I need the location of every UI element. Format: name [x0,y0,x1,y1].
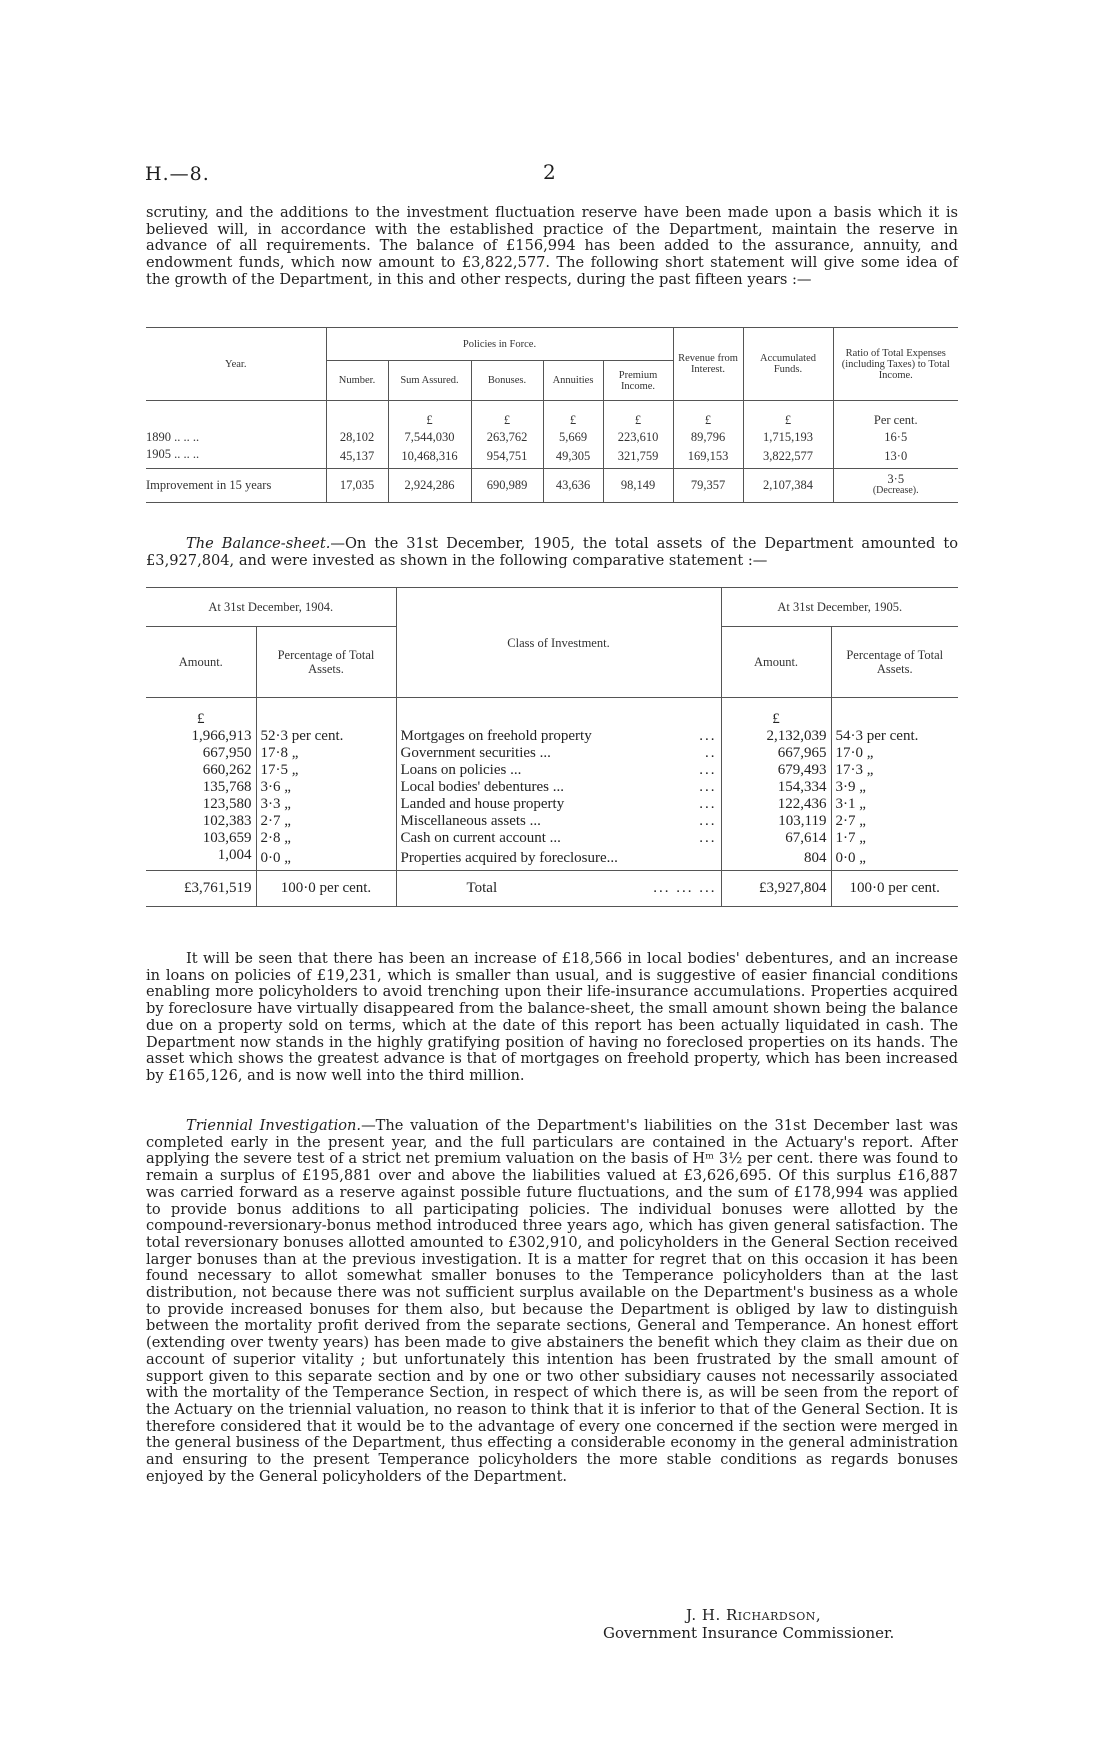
cell-funds: 3,822,577 [743,446,833,469]
col-amount-1905: Amount. [721,627,831,698]
col-1904: At 31st December, 1904. [146,588,396,627]
class-label: Loans on policies ... [400,761,522,778]
leader-dots: .. [705,744,717,761]
cell-percentage-1904: 2·8 „ [256,830,396,847]
intro-text: scrutiny, and the additions to the investment fluctuation reserve have been made upon a basis which it is believed will, in accordance with the established practice of the Department, maintain the reserve in advance of all requirements. The balance of £156,994 has been added to the assurance, annuity, and endowment funds, which now amount to £3,822,577. The following short statement will give some idea of the growth of the Department, in this and other respects, during the past fifteen years :— [146,204,958,288]
cell-amount-1905: 679,493 [721,762,831,779]
table-row [146,446,958,469]
cell-amount-1905: 122,436 [721,796,831,813]
col-accumulated: Accumulated Funds. [743,328,833,401]
unit-pound: £ [388,401,471,429]
cell-revenue: 79,357 [673,468,743,502]
cell-percentage-1905: 3·1 „ [831,796,958,813]
cell-amount-1905: 67,614 [721,830,831,847]
triennial-heading: Triennial Investigation. [186,1117,362,1134]
col-amount-1904: Amount. [178,655,223,669]
balance-heading: The Balance-sheet. [186,535,331,552]
total-amount-1904: £3,761,519 [184,879,252,896]
increase-text: It will be seen that there has been an increase of £18,566 in local bodies' debentures, and an increase in loans on policies of £19,231, which is smaller than usual, and is suggestive of easier financial conditions enabling more policyholders to avoid trenching upon their life-insurance accumulations. Properties acquired by foreclosure have virtually disappeared from the balance-sheet, the small amount shown being the balance due on a property sold on terms, which at the date of this report has been actually liquidated in cash. The Department now stands in the highly gratifying position of having no foreclosed properties on its hands. The asset which shows the greatest advance is that of mortgages on freehold property, which has been increased by £165,126, and is now well into the third million. [146,950,958,1084]
cell-class [396,762,721,779]
cell-ratio: 16·5 [833,429,958,446]
balance-intro-paragraph [146,536,958,569]
table-row [146,847,958,871]
cell-class [396,779,721,796]
cell-percentage-1904: 17·8 „ [256,745,396,762]
col-bonuses: Bonuses. [471,361,543,401]
cell-percentage-1904: 3·6 „ [256,779,396,796]
class-label: Landed and house property [400,795,565,812]
cell-percentage-1905: 2·7 „ [831,813,958,830]
leader-dots: ... [699,761,717,778]
balance-table [146,587,958,907]
cell-amount-1904: 135,768 [202,778,252,795]
cell-class [396,728,721,745]
growth-table [146,327,958,503]
ratio-value: 3·5 [887,472,905,486]
signature-title: Government Insurance Commissioner. [603,1624,895,1642]
row-year: 1890 .. .. .. [146,429,200,444]
total-label-cell [396,870,721,906]
table-row [146,429,958,446]
cell-class [396,745,721,762]
table-row [146,762,958,779]
improvement-label: Improvement in 15 years [146,477,272,492]
unit-pound: £ [721,698,831,728]
col-percentage-1905: Percentage of Total Assets. [831,627,958,698]
triennial-paragraph [146,1118,958,1485]
leader-dots: ... [699,812,717,829]
cell-amount-1904: 1,966,913 [191,727,252,744]
cell-percentage-1904: 52·3 per cent. [256,728,396,745]
col-ratio: Ratio of Total Expenses (including Taxes) to Total Income. [833,328,958,401]
cell-percentage-1904: 2·7 „ [256,813,396,830]
cell-amount-1904: 103,659 [202,829,252,846]
col-year: Year. [225,358,247,370]
unit-pound: £ [543,401,603,429]
total-row [146,870,958,906]
improvement-row [146,468,958,502]
cell-percentage-1905: 3·9 „ [831,779,958,796]
cell-percentage-1904: 3·3 „ [256,796,396,813]
cell-annuities: 5,669 [543,429,603,446]
cell-amount-1904: 123,580 [202,795,252,812]
cell-bonuses: 954,751 [471,446,543,469]
increase-paragraph [146,951,958,1085]
cell-amount-1904: 667,950 [202,744,252,761]
col-sum-assured: Sum Assured. [388,361,471,401]
cell-amount-1904: 660,262 [202,761,252,778]
intro-paragraph [146,205,958,289]
cell-premium: 321,759 [603,446,673,469]
table-row [146,830,958,847]
table-row [146,745,958,762]
cell-sum-assured: 2,924,286 [388,468,471,502]
cell-ratio [833,468,958,502]
cell-class [396,830,721,847]
cell-amount-1905: 103,119 [721,813,831,830]
cell-class [396,847,721,871]
unit-pound: £ [197,710,205,727]
class-label: Properties acquired by foreclosure... [400,849,618,866]
total-percentage-1905: 100·0 per cent. [831,870,958,906]
total-label: Total [466,879,498,896]
ratio-note: (Decrease). [872,485,919,496]
col-1905: At 31st December, 1905. [721,588,958,627]
units-row [146,401,958,429]
table-row [146,813,958,830]
cell-class [396,796,721,813]
cell-amount-1905: 154,334 [721,779,831,796]
page-number: 2 [543,160,556,184]
col-number: Number. [326,361,388,401]
total-percentage-1904: 100·0 per cent. [256,870,396,906]
cell-percentage-1905: 0·0 „ [831,847,958,871]
col-class: Class of Investment. [396,588,721,698]
cell-annuities: 49,305 [543,446,603,469]
cell-number: 45,137 [326,446,388,469]
cell-revenue: 169,153 [673,446,743,469]
class-label: Mortgages on freehold property [400,727,592,744]
total-amount-1905: £3,927,804 [721,870,831,906]
col-premium-income: Premium Income. [603,361,673,401]
cell-annuities: 43,636 [543,468,603,502]
cell-bonuses: 263,762 [471,429,543,446]
col-policies-group: Policies in Force. [326,328,673,361]
table-row [146,796,958,813]
col-annuities: Annuities [543,361,603,401]
row-year: 1905 .. .. .. [146,446,200,461]
unit-pound: £ [471,401,543,429]
document-reference: H.—8. [145,163,210,185]
cell-percentage-1905: 17·3 „ [831,762,958,779]
leader-dots: ... [699,727,717,744]
signature-name: J. H. Richardson, [686,1606,822,1624]
leader-dots: ... [699,795,717,812]
col-revenue: Revenue from Interest. [673,328,743,401]
leader-dots: ... ... ... [653,879,717,896]
cell-bonuses: 690,989 [471,468,543,502]
cell-percentage-1905: 1·7 „ [831,830,958,847]
cell-amount-1905: 2,132,039 [721,728,831,745]
unit-pound: £ [603,401,673,429]
leader-dots: ... [699,829,717,846]
cell-revenue: 89,796 [673,429,743,446]
cell-funds: 1,715,193 [743,429,833,446]
cell-number: 17,035 [326,468,388,502]
cell-percentage-1904: 17·5 „ [256,762,396,779]
table-row [146,779,958,796]
cell-funds: 2,107,384 [743,468,833,502]
triennial-text: —The valuation of the Department's liabilities on the 31st December last was completed early in the present year, and the full particulars are contained in the Actuary's report. After applying the severe test of a strict net premium valuation on the basis of Hᵐ 3½ per cent. there was found to remain a surplus of £195,881 over and above the liabilities valued at £3,626,695. Of this surplus £16,887 was carried forward as a reserve against possible future fluctuations, and the sum of £178,994 was applied to provide bonus additions to all participating policies. The individual bonuses were allotted by the compound-reversionary-bonus method introduced three years ago, which has given general satisfaction. The total reversionary bonuses allotted amounted to £302,910, and policyholders in the General Section received larger bonuses than at the previous investigation. It is a matter for regret that on this occasion it has been found necessary to allot somewhat smaller bonuses to the Temperance policyholders than at the last distribution, not because there was not sufficient surplus available on the Department's business as a whole to provide increased bonuses for them also, but because the Department is obliged by law to distinguish between the mortality profit derived from the separate sections, General and Temperance. An honest effort (extending over twenty years) has been made to give abstainers the benefit which they claim as their due on account of superior vitality ; but unfortunately this intention has been frustrated by the small amount of support given to this separate section and by one or two other subsidiary causes not necessarily associated with the mortality of the Temperance Section, in respect of which there is, as will be seen from the report of the Actuary on the triennial valuation, no reason to think that it is inferior to that of the General Section. It is therefore considered that it would be to the advantage of every one concerned if the section were merged in the general business of the Department, thus effecting a considerable economy in the general administration and ensuring to the present Temperance policyholders the more stable conditions as regards bonuses enjoyed by the General policyholders of the Department. [146,1117,958,1485]
cell-amount-1904: 102,383 [202,812,252,829]
class-label: Miscellaneous assets ... [400,812,541,829]
class-label: Government securities ... [400,744,551,761]
class-label: Local bodies' debentures ... [400,778,564,795]
cell-number: 28,102 [326,429,388,446]
unit-pound: £ [673,401,743,429]
units-row [146,698,958,728]
unit-percent: Per cent. [833,401,958,429]
table-row [146,728,958,745]
cell-sum-assured: 10,468,316 [388,446,471,469]
cell-sum-assured: 7,544,030 [388,429,471,446]
cell-percentage-1905: 17·0 „ [831,745,958,762]
cell-class [396,813,721,830]
unit-pound: £ [743,401,833,429]
col-percentage-1904: Percentage of Total Assets. [256,627,396,698]
cell-premium: 98,149 [603,468,673,502]
cell-amount-1905: 667,965 [721,745,831,762]
cell-amount-1904: 1,004 [217,846,252,863]
cell-percentage-1904: 0·0 „ [256,847,396,871]
cell-percentage-1905: 54·3 per cent. [831,728,958,745]
cell-premium: 223,610 [603,429,673,446]
balance-intro-text: —On the 31st December, 1905, the total assets of the Department amounted to £3,927,804, and were invested as shown in the following comparative statement :— [146,535,958,569]
cell-ratio: 13·0 [833,446,958,469]
cell-amount-1905: 804 [721,847,831,871]
leader-dots: ... [699,778,717,795]
class-label: Cash on current account ... [400,829,561,846]
